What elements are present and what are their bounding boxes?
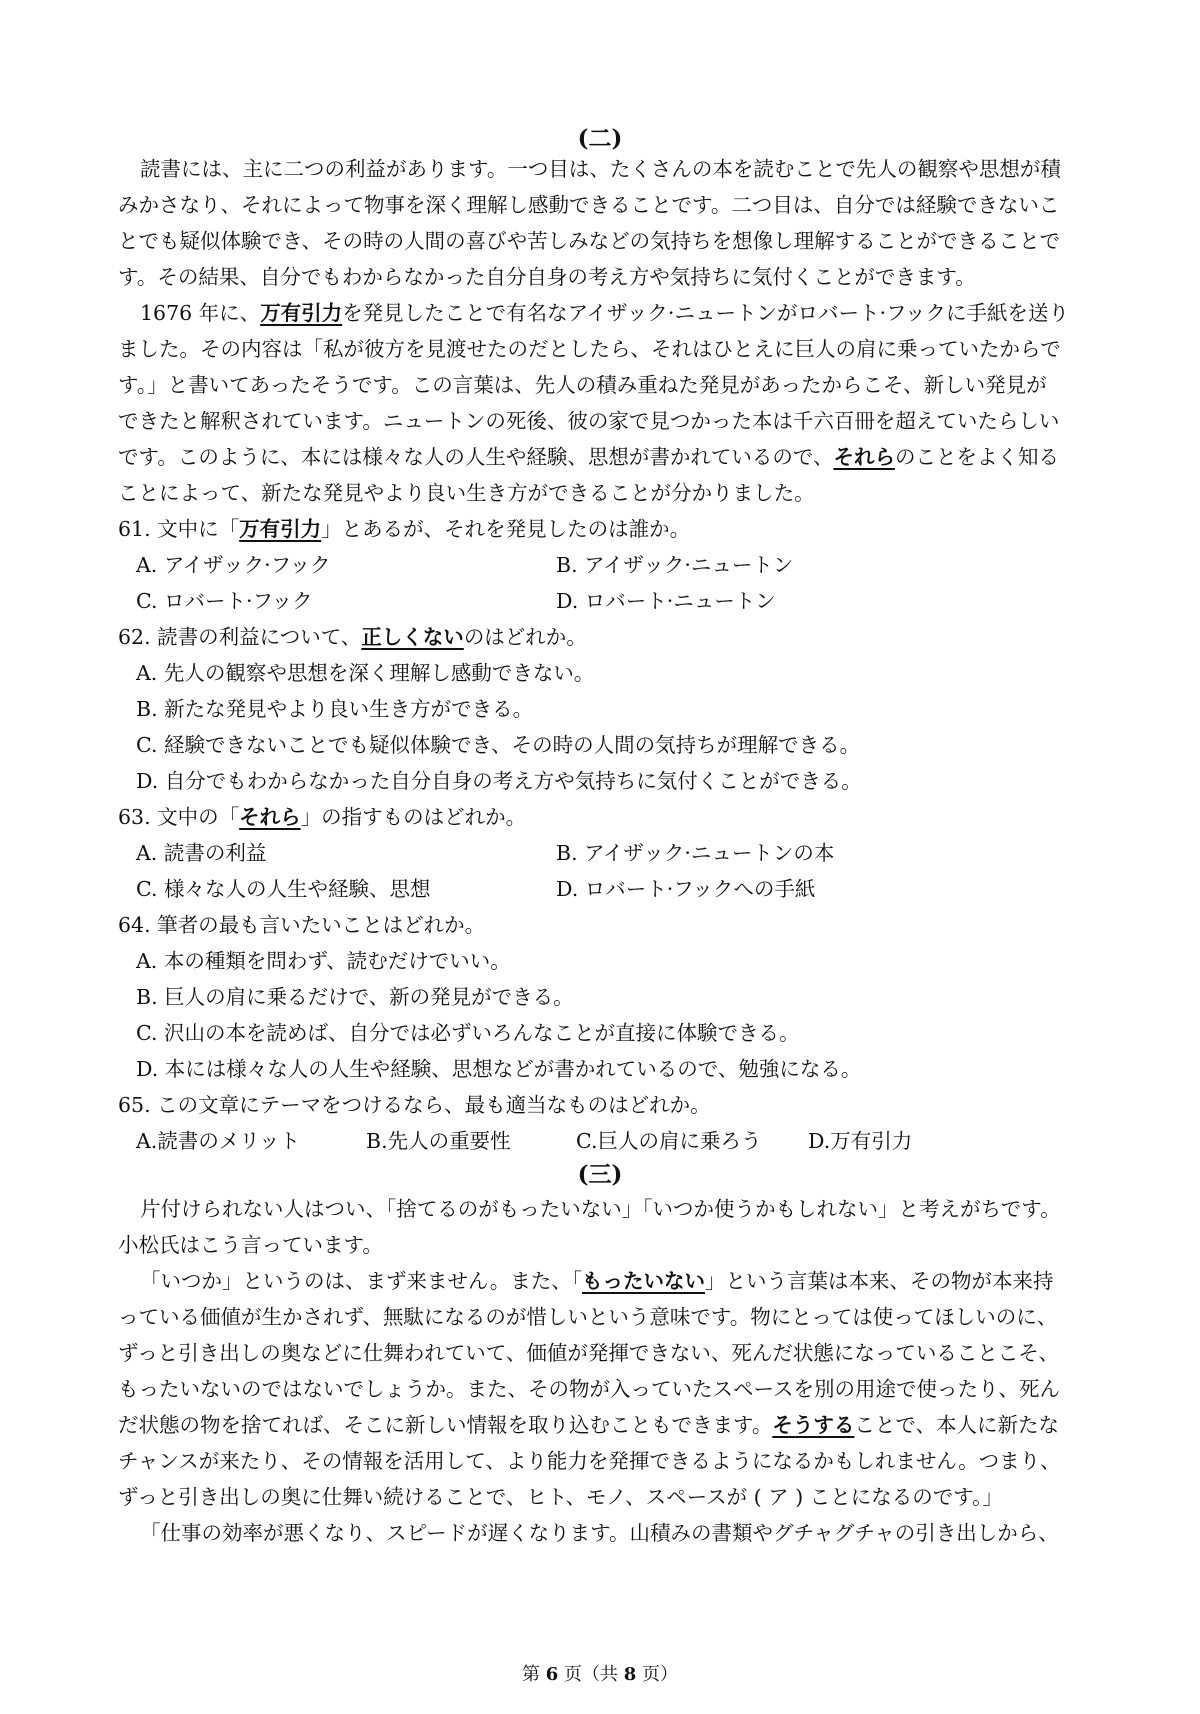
passage2-line: とでも疑似体験でき、その時の人間の喜びや苦しみなどの気持ちを想像し理解することができることで <box>118 229 1061 253</box>
page-footer: 第 6 页（共 8 页） <box>522 1664 678 1685</box>
passage3-line: 「仕事の効率が悪くなり、スピードが遅くなります。山積みの書類やグチャグチャの引き出しから、 <box>140 1521 1059 1545</box>
passage2-line: みかさなり、それによって物事を深く理解し感動できることです。二つ目は、自分では経験できないこ <box>118 193 1060 217</box>
option-65-d: D.万有引力 <box>808 1129 913 1153</box>
question-62: 62. 読書の利益について、正しくないのはどれか。 <box>118 625 587 649</box>
passage3-line: っている価値が生かされず、無駄になるのが惜しいという意味です。物にとっては使ってほしいのに、 <box>118 1305 1058 1329</box>
passage3-line: ずっと引き出しの奥に仕舞い続けることで、ヒト、モノ、スペースが ( ア ) ことになるのです。」 <box>118 1485 1003 1509</box>
option-65-a: A.読書のメリット <box>136 1129 301 1153</box>
question-63: 63. 文中の「それら」の指すものはどれか。 <box>118 805 527 829</box>
option-65-c: C.巨人の肩に乗ろう <box>576 1129 762 1153</box>
section-heading-2: (二) <box>577 125 623 152</box>
option-61-d: D. ロバート·ニュートン <box>556 589 776 613</box>
passage3-line: ずっと引き出しの奥などに仕舞われていて、価値が発揮できない、死んだ状態になっていることこそ、 <box>118 1341 1059 1365</box>
passage2-line: できたと解釈されています。ニュートンの死後、彼の家で見つかった本は千六百冊を超えていたらしい <box>118 409 1060 433</box>
passage3-line: チャンスが来たり、その情報を活用して、より能力を発揮できるようになるかもしれません。つまり、 <box>118 1449 1061 1473</box>
passage3-line: 小松氏はこう言っています。 <box>118 1233 383 1257</box>
passage2-line: ました。その内容は「私が彼方を見渡せたのだとしたら、それはひとえに巨人の肩に乗っていたからで <box>118 337 1061 361</box>
underlined-term: もったいない <box>581 1269 705 1293</box>
question-65: 65. この文章にテーマをつけるなら、最も適当なものはどれか。 <box>118 1093 711 1117</box>
option-64-d: D. 本には様々な人の人生や経験、思想などが書かれているので、勉強になる。 <box>136 1057 862 1081</box>
option-61-c: C. ロバート·フック <box>136 589 313 613</box>
option-64-c: C. 沢山の本を読めば、自分では必ずいろんなことが直接に体験できる。 <box>136 1021 800 1045</box>
passage3-line: もったいないのではないでしょうか。また、その物が入っていたスペースを別の用途で使ったり、死ん <box>118 1377 1060 1401</box>
option-61-a: A. アイザック·フック <box>136 553 331 577</box>
option-63-d: D. ロバート·フックへの手紙 <box>556 877 816 901</box>
passage2-line: す。その結果、自分でもわからなかった自分自身の考え方や気持ちに気付くことができます。 <box>118 265 976 289</box>
option-61-b: B. アイザック·ニュートン <box>556 553 794 577</box>
option-63-a: A. 読書の利益 <box>136 841 267 865</box>
question-64: 64. 筆者の最も言いたいことはどれか。 <box>118 913 486 937</box>
page-total: 8 <box>623 1664 637 1685</box>
passage2-line: す。」と書いてあったそうです。この言葉は、先人の積み重ねた発見があったからこそ、新しい発見が <box>118 373 1047 397</box>
option-62-d: D. 自分でもわからなかった自分自身の考え方や気持ちに気付くことができる。 <box>136 769 862 793</box>
passage3-line: だ状態の物を捨てれば、そこに新しい情報を取り込むこともできます。そうすることで、本人に新たな <box>118 1413 1059 1437</box>
passage2-line: 1676 年に、万有引力を発見したことで有名なアイザック·ニュートンがロバート·フックに手紙を送り <box>140 301 1070 325</box>
underlined-term: それら <box>239 805 301 829</box>
option-63-b: B. アイザック·ニュートンの本 <box>556 841 835 865</box>
underlined-term: 万有引力 <box>260 301 343 325</box>
underlined-term: 万有引力 <box>239 517 322 541</box>
underlined-term: 正しくない <box>361 625 464 649</box>
option-64-a: A. 本の種類を問わず、読むだけでいい。 <box>136 949 511 973</box>
option-62-b: B. 新たな発見やより良い生き方ができる。 <box>136 697 534 721</box>
passage2-line: 読書には、主に二つの利益があります。一つ目は、たくさんの本を読むことで先人の観察や思想が積 <box>140 157 1061 181</box>
passage3-line: 「いつか」というのは、まず来ません。また、「もったいない」という言葉は本来、その物が本来持 <box>140 1269 1054 1293</box>
underlined-term: それら <box>833 445 895 469</box>
option-62-a: A. 先人の観察や思想を深く理解し感動できない。 <box>136 661 595 685</box>
option-63-c: C. 様々な人の人生や経験、思想 <box>136 877 431 901</box>
option-65-b: B.先人の重要性 <box>366 1129 511 1153</box>
passage2-line: です。このように、本には様々な人の人生や経験、思想が書かれているので、それらのことをよく知る <box>118 445 1059 469</box>
page-number: 6 <box>545 1664 559 1685</box>
underlined-term: そうする <box>772 1413 855 1437</box>
passage3-line: 片付けられない人はつい、「捨てるのがもったいない」「いつか使うかもしれない」と考えがちです。 <box>140 1197 1061 1221</box>
section-heading-3: (三) <box>577 1161 623 1188</box>
option-64-b: B. 巨人の肩に乗るだけで、新の発見ができる。 <box>136 985 574 1009</box>
question-61: 61. 文中に「万有引力」とあるが、それを発見したのは誰か。 <box>118 517 691 541</box>
option-62-c: C. 経験できないことでも疑似体験でき、その時の人間の気持ちが理解できる。 <box>136 733 861 757</box>
passage2-line: ことによって、新たな発見やより良い生き方ができることが分かりました。 <box>118 481 815 505</box>
